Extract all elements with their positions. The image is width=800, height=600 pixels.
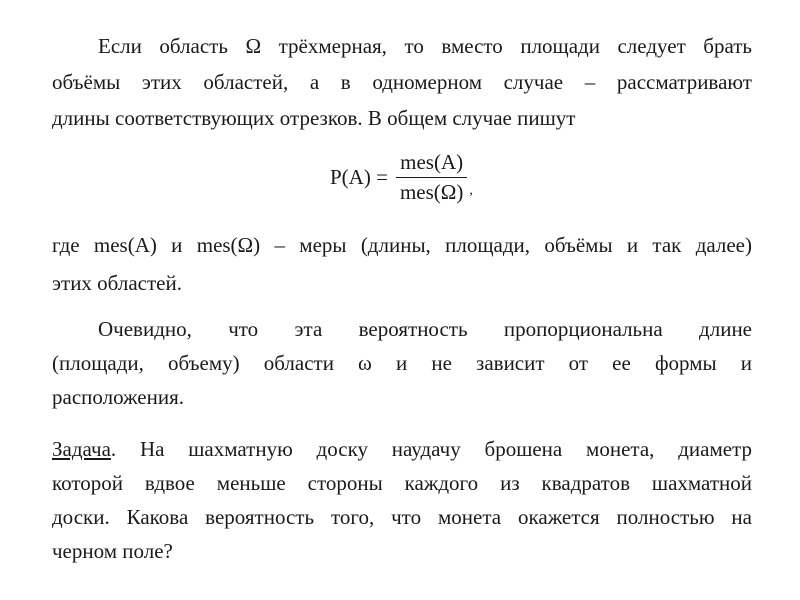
probability-formula bbox=[330, 150, 473, 205]
paragraph-volume-case bbox=[52, 28, 752, 136]
task-paragraph bbox=[52, 432, 752, 568]
text-line: этих областей. bbox=[52, 271, 182, 295]
text-line: черном поле? bbox=[52, 539, 173, 563]
text-line: Очевидно, что эта вероятность пропорциональна длине bbox=[98, 317, 752, 341]
task-line1-rest: . На шахматную доску наудачу брошена монета, диаметр bbox=[110, 437, 752, 461]
text-line: где mes(A) и mes(Ω) – меры (длины, площади, объёмы и так далее) bbox=[52, 233, 752, 257]
task-label: Задача bbox=[52, 437, 111, 461]
text-line: (площади, объему) области ω и не зависит от ее формы и bbox=[52, 351, 752, 375]
formula-lhs: P(A) = bbox=[330, 165, 388, 189]
formula-comma: , bbox=[469, 183, 473, 198]
text-line: длины соответствующих отрезков. В общем случае пишут bbox=[52, 106, 576, 130]
paragraph-measures bbox=[52, 226, 752, 302]
paragraph-proportional bbox=[52, 312, 752, 414]
text-line: которой вдвое меньше стороны каждого из квадратов шахматной bbox=[52, 471, 752, 495]
text-line: Если область Ω трёхмерная, то вместо площади следует брать bbox=[98, 34, 752, 58]
text-line: доски. Какова вероятность того, что монета окажется полностью на bbox=[52, 505, 752, 529]
text-line: объёмы этих областей, а в одномерном случае – рассматривают bbox=[52, 70, 752, 94]
text-line: расположения. bbox=[52, 385, 184, 409]
formula-fraction bbox=[396, 150, 467, 205]
formula-numerator: mes(A) bbox=[396, 150, 467, 178]
formula-denominator: mes(Ω) bbox=[399, 180, 464, 204]
text-line bbox=[52, 432, 752, 466]
